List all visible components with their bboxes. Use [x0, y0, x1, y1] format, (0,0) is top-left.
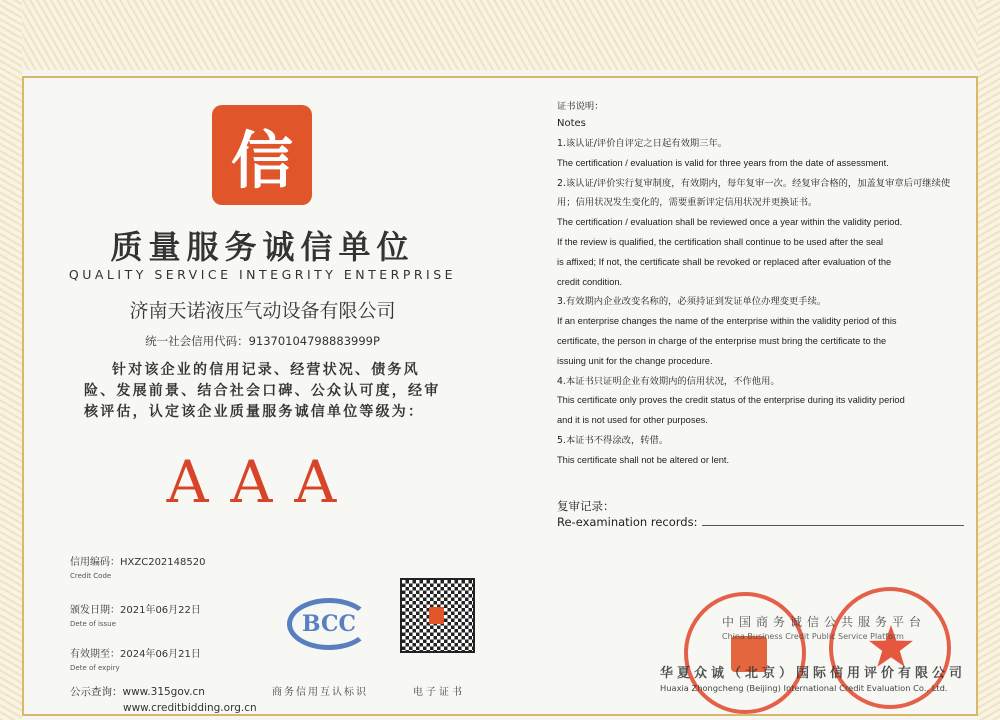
expiry-date-value: 有效期至：2024年06月21日	[70, 649, 201, 660]
note-line: The certification / evaluation shall be reviewed once a year within the validity period.	[557, 217, 903, 228]
note-line: If an enterprise changes the name of the enterprise within the validity period of this	[557, 316, 897, 327]
issue-date	[70, 601, 201, 628]
note-line: If the review is qualified, the certification shall continue to be used after the seal	[557, 236, 884, 247]
note-line: 4.本证书只证明企业有效期内的信用状况，不作他用。	[557, 375, 780, 387]
query-url-2: www.creditbidding.org.cn	[123, 702, 257, 714]
notes-heading-cn: 证书说明：	[557, 101, 604, 112]
decorative-border-top	[0, 0, 1000, 70]
bcc-logo-text: BCC	[301, 611, 357, 637]
note-line: certificate, the person in charge of the enterprise must bring the certificate to the	[557, 335, 887, 346]
credit-code	[70, 553, 205, 580]
logo-glyph: 信	[230, 123, 293, 197]
certificate-title-en: QUALITY SERVICE INTEGRITY ENTERPRISE	[68, 267, 457, 282]
note-line: credit condition.	[557, 276, 623, 287]
bcc-caption: 商务信用互认标识	[272, 687, 368, 698]
notes-heading-en: Notes	[557, 118, 586, 129]
note-line: 用；信用状况发生变化的，需要重新评定信用状况并更换证书。	[557, 197, 818, 209]
bcc-logo	[287, 598, 371, 650]
note-line: is affixed; If not, the certificate shall be revoked or replaced after evaluation of the	[557, 256, 892, 267]
issue-date-label: Dete of issue	[70, 620, 116, 628]
certificate-title: 质量服务诚信单位	[110, 228, 415, 266]
decorative-border-left	[0, 0, 22, 720]
notes	[557, 100, 982, 471]
note-line: 3.有效期内企业改变名称的，必须持证到发证单位办理变更手续。	[557, 296, 827, 308]
qr-caption: 电子证书	[413, 687, 465, 698]
reexam-label-cn: 复审记录：	[557, 499, 615, 513]
platform-name-en: China Business Credit Public Service Platform	[722, 632, 904, 641]
note-line: 2.该认证/评价实行复审制度，有效期内，每年复审一次。经复审合格的，加盖复审章后可继续使	[557, 177, 951, 189]
credit-code-label: Credit Code	[70, 572, 112, 580]
credit-code-value: 信用编码：HXZC202148520	[70, 557, 206, 568]
query-url: 公示查询：www.315gov.cn	[70, 686, 205, 698]
note-line: and it is not used for other purposes.	[557, 415, 708, 426]
platform-name: 中国商务诚信公共服务平台	[722, 615, 927, 629]
statement: 针对该企业的信用记录、经营状况、债务风险、发展前景、结合社会口碑、公众认可度，经审核评估，认定该企业质量服务诚信单位等级为：	[84, 362, 441, 420]
reexam-label-en: Re-examination records:	[557, 515, 698, 529]
note-line: This certificate shall not be altered or lent.	[557, 454, 730, 465]
note-line: issuing unit for the change procedure.	[557, 355, 713, 366]
note-line: 1.该认证/评价自评定之日起有效期三年。	[557, 138, 728, 149]
reexam-line	[702, 525, 964, 526]
note-line: The certification / evaluation is valid for three years from the date of assessment.	[557, 157, 889, 168]
note-line: This certificate only proves the credit status of the enterprise during its validity period	[557, 395, 905, 406]
company-name: 济南天诺液压气动设备有限公司	[129, 300, 396, 322]
qr-logo	[429, 607, 444, 624]
expiry-date-label: Dete of expiry	[70, 664, 120, 672]
organization-name: 华夏众诚（北京）国际信用评价有限公司	[660, 666, 967, 681]
note-line: 5.本证书不得涂改，转借。	[557, 434, 669, 446]
expiry-date	[70, 645, 201, 672]
unified-code: 统一社会信用代码：91370104798883999P	[145, 334, 380, 348]
issue-date-value: 颁发日期：2021年06月22日	[70, 605, 201, 616]
reexam	[557, 498, 697, 530]
organization-name-en: Huaxia Zhongcheng (Beijing) International Credit Evaluation Co., Ltd.	[660, 683, 948, 693]
credit-logo	[212, 105, 312, 205]
grade: AAA	[166, 448, 359, 516]
